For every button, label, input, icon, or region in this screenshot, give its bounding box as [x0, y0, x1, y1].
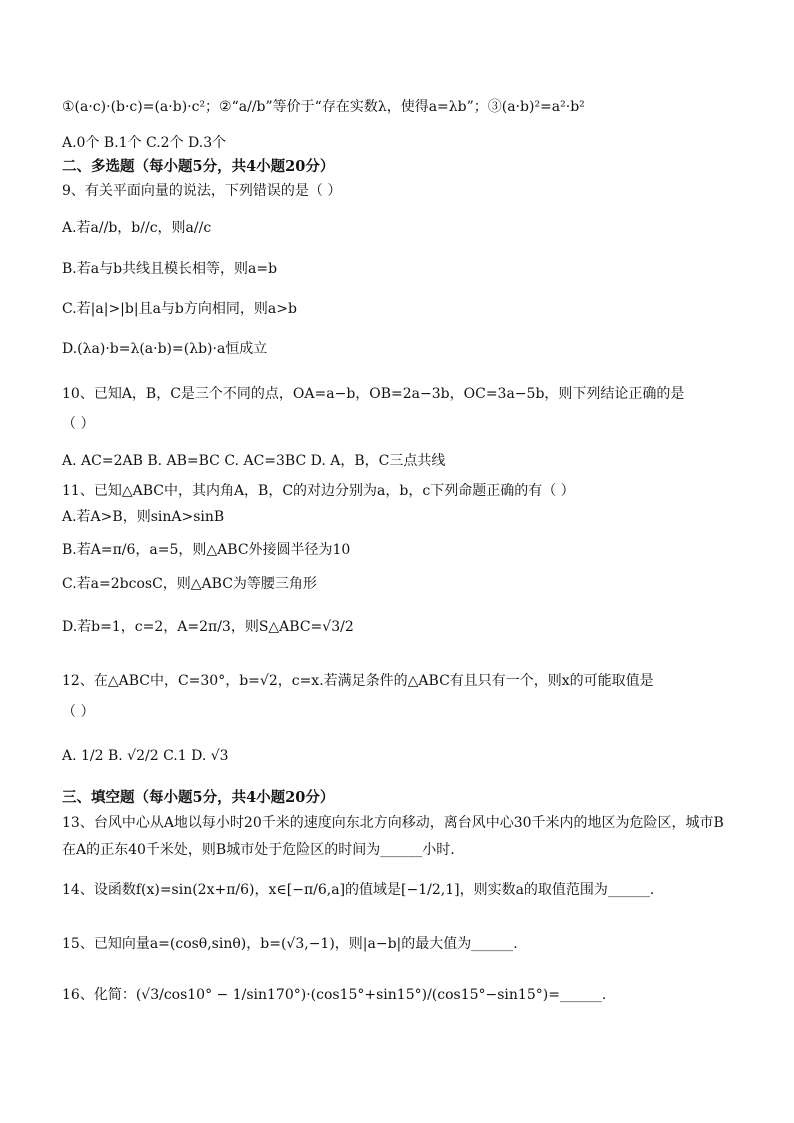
question-line: 16、化简：(√3/cos10° − 1/sin170°)·(cos15°+sin15°)/(cos15°−sin15°)=______.	[62, 987, 607, 1003]
question-line: D.若b=1，c=2，A=2π/3，则S△ABC=√3/2	[62, 619, 354, 635]
question-line: 14、设函数f(x)=sin(2x+π/6)，x∈[−π/6,a]的值域是[−1/2,1]，则实数a的取值范围为______.	[62, 882, 655, 898]
question-line: A.若A>B，则sinA>sinB	[62, 509, 225, 525]
question-line: C.若a=2bcosC，则△ABC为等腰三角形	[62, 576, 317, 592]
question-line: B.若a与b共线且模长相等，则a=b	[62, 261, 278, 277]
question-line: （ ）	[62, 416, 95, 432]
question-line: A.若a//b，b//c，则a//c	[62, 220, 212, 236]
question-line: A. AC=2AB B. AB=BC C. AC=3BC D. A，B，C三点共线	[62, 453, 446, 469]
question-line: 11、已知△ABC中，其内角A，B，C的对边分别为a，b，c下列命题正确的有（ ）	[62, 483, 575, 499]
question-line: B.若A=π/6，a=5，则△ABC外接圆半径为10	[62, 542, 351, 558]
question-line: 9、有关平面向量的说法，下列错误的是（ ）	[62, 183, 342, 199]
question-line: 15、已知向量a=(cosθ,sinθ)，b=(√3,−1)，则|a−b|的最大值为______.	[62, 936, 518, 952]
question-line: 在A的正东40千米处，则B城市处于危险区的时间为______小时.	[62, 842, 455, 858]
question-line: （ ）	[62, 704, 95, 720]
question-line: ①(a·c)·(b·c)=(a·b)·c²；②“a//b”等价于“存在实数λ，使得a=λb”；③(a·b)²=a²·b²	[62, 99, 585, 115]
question-line: D.(λa)·b=λ(a·b)=(λb)·a恒成立	[62, 341, 268, 357]
question-line: 13、台风中心从A地以每小时20千米的速度向东北方向移动，离台风中心30千米内的地区为危险区，城市B	[62, 815, 724, 831]
question-line: 12、在△ABC中，C=30°，b=√2，c=x.若满足条件的△ABC有且只有一个，则x的可能取值是	[62, 673, 654, 689]
question-line: A. 1/2 B. √2/2 C.1 D. √3	[62, 748, 229, 764]
question-line: C.若|a|>|b|且a与b方向相同，则a>b	[62, 301, 297, 317]
section-heading: 二、多选题（每小题5分，共4小题20分）	[62, 158, 335, 175]
section-heading: 三、填空题（每小题5分，共4小题20分）	[62, 789, 335, 806]
question-line: 10、已知A，B，C是三个不同的点，OA=a−b，OB=2a−3b，OC=3a−5b，则下列结论正确的是	[62, 386, 685, 402]
question-line: A.0个 B.1个 C.2个 D.3个	[62, 135, 227, 151]
